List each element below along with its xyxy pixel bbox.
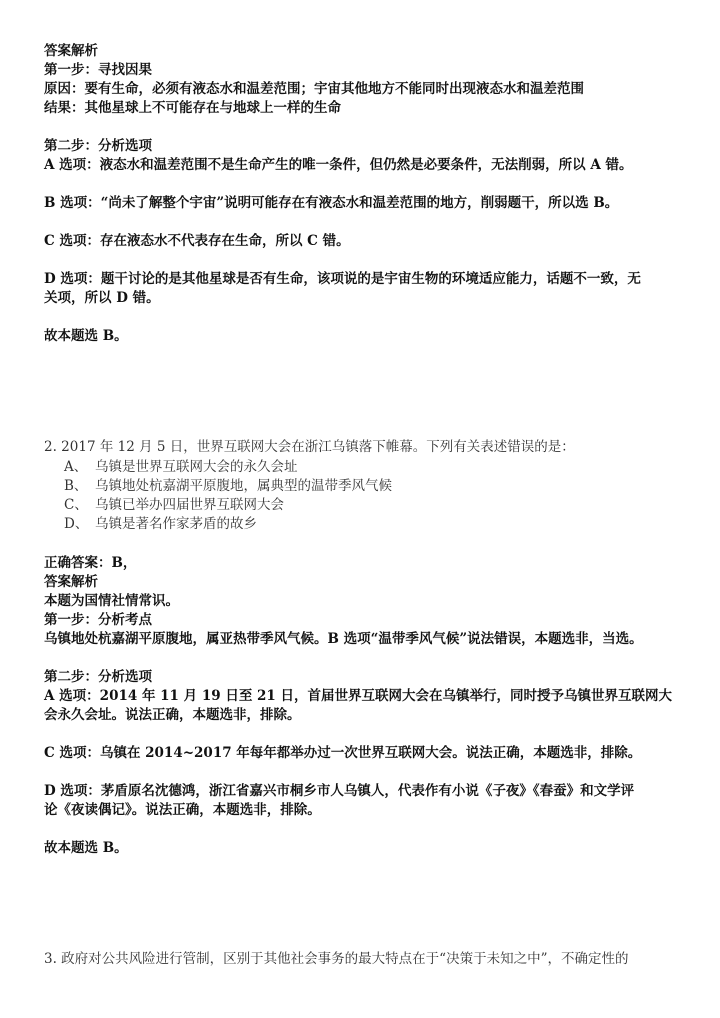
key-point-line: 乌镇地处杭嘉湖平原腹地，属亚热带季风气候。B 选项“温带季风气候”说法错误，本题选非，当选。 [44, 631, 643, 647]
question-2-option-b [64, 477, 392, 496]
option-letter: D、 [64, 516, 89, 532]
option-c-analysis: C 选项：乌镇在 2014~2017 年每年都举办过一次世界互联网大会。说法正确，本题选非，排除。 [44, 745, 642, 761]
topic-line: 本题为国情社情常识。 [44, 593, 179, 609]
conclusion: 故本题选 B。 [44, 328, 128, 344]
option-b-analysis: B 选项：“尚未了解整个宇宙”说明可能存在有液态水和温差范围的地方，削弱题干，所以选 B。 [44, 195, 619, 211]
question-2-option-d [64, 515, 257, 534]
step-one-heading: 第一步：寻找因果 [44, 62, 152, 78]
correct-answer: 正确答案：B， [44, 555, 137, 571]
question-2-stem: 2. 2017 年 12 月 5 日，世界互联网大会在浙江乌镇落下帷幕。下列有关表述错误的是： [44, 439, 575, 455]
option-letter: B、 [64, 478, 88, 494]
question-2-option-a [64, 458, 298, 477]
option-a-analysis-line2: 会永久会址。说法正确，本题选非，排除。 [44, 707, 301, 723]
option-text: 乌镇已举办四届世界互联网大会 [95, 497, 284, 513]
option-d-analysis-line2: 关项，所以 D 错。 [44, 290, 160, 306]
step-one-heading: 第一步：分析考点 [44, 612, 152, 628]
option-letter: C、 [64, 497, 88, 513]
option-a-analysis-line1: A 选项：2014 年 11 月 19 日至 21 日，首届世界互联网大会在乌镇举行，同时授予乌镇世界互联网大 [44, 688, 673, 704]
option-d-analysis-line1: D 选项：茅盾原名沈德鸿，浙江省嘉兴市桐乡市人乌镇人，代表作有小说《子夜》《春蚕》和文学评 [44, 783, 635, 799]
step-two-heading: 第二步：分析选项 [44, 669, 152, 685]
analysis-heading: 答案解析 [44, 43, 98, 59]
option-d-analysis-line1: D 选项：题干讨论的是其他星球是否有生命，该项说的是宇宙生物的环境适应能力，话题不一致，无 [44, 271, 641, 287]
step-two-heading: 第二步：分析选项 [44, 138, 152, 154]
cause-line: 原因：要有生命，必须有液态水和温差范围；宇宙其他地方不能同时出现液态水和温差范围 [44, 81, 584, 97]
result-line: 结果：其他星球上不可能存在与地球上一样的生命 [44, 100, 341, 116]
option-text: 乌镇是世界互联网大会的永久会址 [95, 459, 298, 475]
option-letter: A、 [64, 459, 88, 475]
option-d-analysis-line2: 论《夜读偶记》。说法正确，本题选非，排除。 [44, 802, 321, 818]
question-3-stem: 3. 政府对公共风险进行管制，区别于其他社会事务的最大特点在于“决策于未知之中”，不确定性的 [44, 951, 629, 967]
option-a-analysis: A 选项：液态水和温差范围不是生命产生的唯一条件，但仍然是必要条件，无法削弱，所以 A 错。 [44, 157, 633, 173]
option-c-analysis: C 选项：存在液态水不代表存在生命，所以 C 错。 [44, 233, 350, 249]
option-text: 乌镇地处杭嘉湖平原腹地，属典型的温带季风气候 [95, 478, 392, 494]
conclusion: 故本题选 B。 [44, 840, 128, 856]
question-2-option-c [64, 496, 284, 515]
option-text: 乌镇是著名作家茅盾的故乡 [95, 516, 257, 532]
analysis-heading: 答案解析 [44, 574, 98, 590]
